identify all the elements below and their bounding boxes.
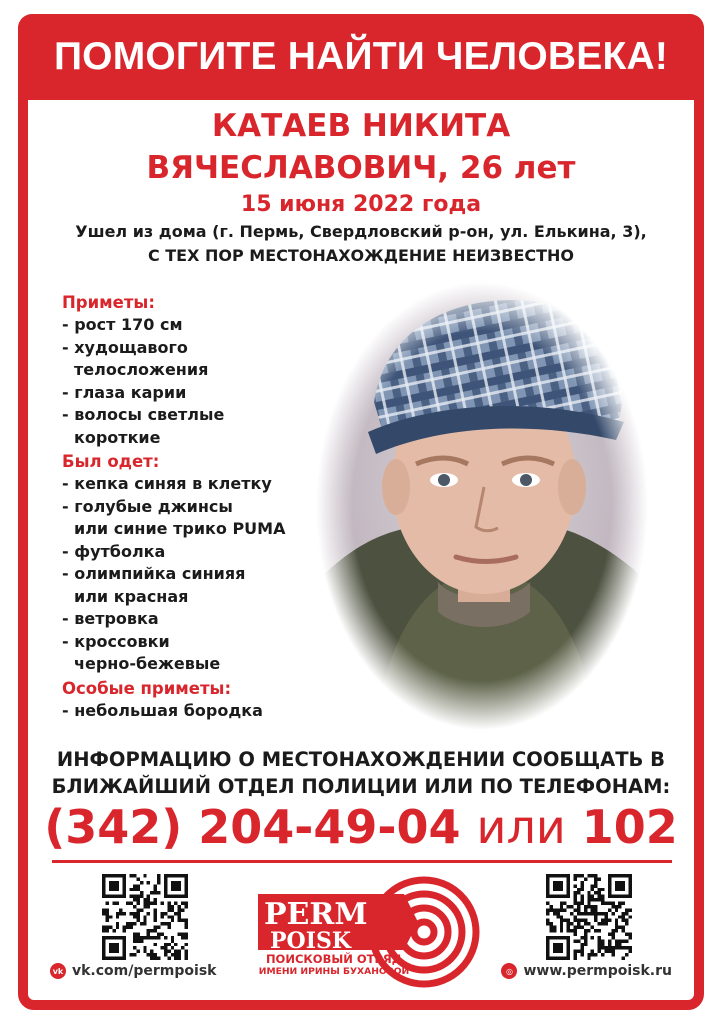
vk-link[interactable] (50, 963, 216, 979)
vk-link-text: vk.com/permpoisk (72, 963, 217, 979)
footer-divider (52, 860, 672, 863)
status-text: С ТЕХ ПОР МЕСТОНАХОЖДЕНИЕ НЕИЗВЕСТНО (147, 246, 575, 265)
clothes-item-text: - ветровка (62, 609, 159, 628)
globe-icon: ◎ (501, 963, 517, 979)
poster-title: ПОМОГИТЕ НАЙТИ ЧЕЛОВЕКА! (53, 35, 669, 78)
signs-item (62, 382, 322, 405)
clothes-item (62, 496, 322, 541)
phone-or: или (476, 800, 566, 854)
clothes-item-continuation: или синие трико PUMA (74, 519, 286, 538)
clothes-item-text: - кепка синяя в клетку (62, 474, 272, 493)
clothes-item (62, 563, 322, 608)
qr-code-site[interactable] (546, 874, 632, 960)
signs-item-text: - волосы светлые (62, 405, 225, 424)
signs-title: Приметы: (62, 293, 155, 312)
signs-item-continuation: короткие (74, 427, 161, 447)
signs-item-text: - худощавого (62, 337, 188, 357)
missing-date: 15 июня 2022 года (240, 192, 482, 217)
clothes-item (62, 608, 322, 631)
left-home-text: Ушел из дома (г. Пермь, Свердловский р-он, ул. Елькина, 3), (75, 222, 647, 241)
logo-poisk-text: POISK (270, 928, 352, 954)
special-title: Особые приметы: (62, 678, 232, 698)
special-item-text: - небольшая бородка (62, 700, 263, 720)
phone-numbers (0, 800, 722, 854)
header-banner (18, 14, 704, 100)
signs-item-continuation: телосложения (74, 360, 209, 379)
logo-perm-text: PERM (264, 897, 368, 932)
clothes-item-continuation: или красная (74, 586, 189, 606)
signs-item (62, 337, 322, 382)
qr-code-vk[interactable] (102, 874, 188, 960)
logo-subtitle1: ПОИСКОВЫЙ ОТРЯД (265, 952, 403, 966)
clothes-item-continuation: черно-бежевые (74, 654, 221, 673)
signs-item (62, 404, 322, 449)
clothes-item-text: - футболка (62, 541, 166, 561)
contact-line1: ИНФОРМАЦИЮ О МЕСТОНАХОЖДЕНИИ СООБЩАТЬ В (56, 748, 666, 771)
person-name-line2: ВЯЧЕСЛАВОВИЧ, 26 лет (146, 150, 576, 186)
clothes-item (62, 473, 322, 496)
clothes-item-text: - голубые джинсы (62, 496, 233, 516)
description-list (62, 290, 322, 722)
clothes-title: Был одет: (62, 452, 160, 471)
signs-item (62, 314, 322, 337)
site-link[interactable] (501, 963, 672, 979)
contact-line2: БЛИЖАЙШИЙ ОТДЕЛ ПОЛИЦИИ ИЛИ ПО ТЕЛЕФОНАМ: (51, 775, 671, 798)
clothes-item-text: - олимпийка синияя (62, 564, 246, 583)
site-link-text: www.permpoisk.ru (523, 963, 672, 979)
phone-number: (342) 204-49-04 (44, 800, 461, 854)
clothes-item (62, 631, 322, 676)
person-photo (316, 282, 648, 730)
signs-item-text: - глаза карии (62, 382, 187, 402)
special-item (62, 700, 322, 723)
clothes-item-text: - кроссовки (62, 631, 170, 651)
emergency-number: 102 (581, 800, 678, 854)
clothes-item (62, 541, 322, 564)
person-name-line1: КАТАЕВ НИКИТА (211, 108, 511, 144)
vk-icon: vk (50, 963, 66, 979)
signs-item-text: - рост 170 см (62, 315, 183, 334)
logo-subtitle2: ИМЕНИ ИРИНЫ БУХАНОВОЙ (258, 966, 410, 977)
